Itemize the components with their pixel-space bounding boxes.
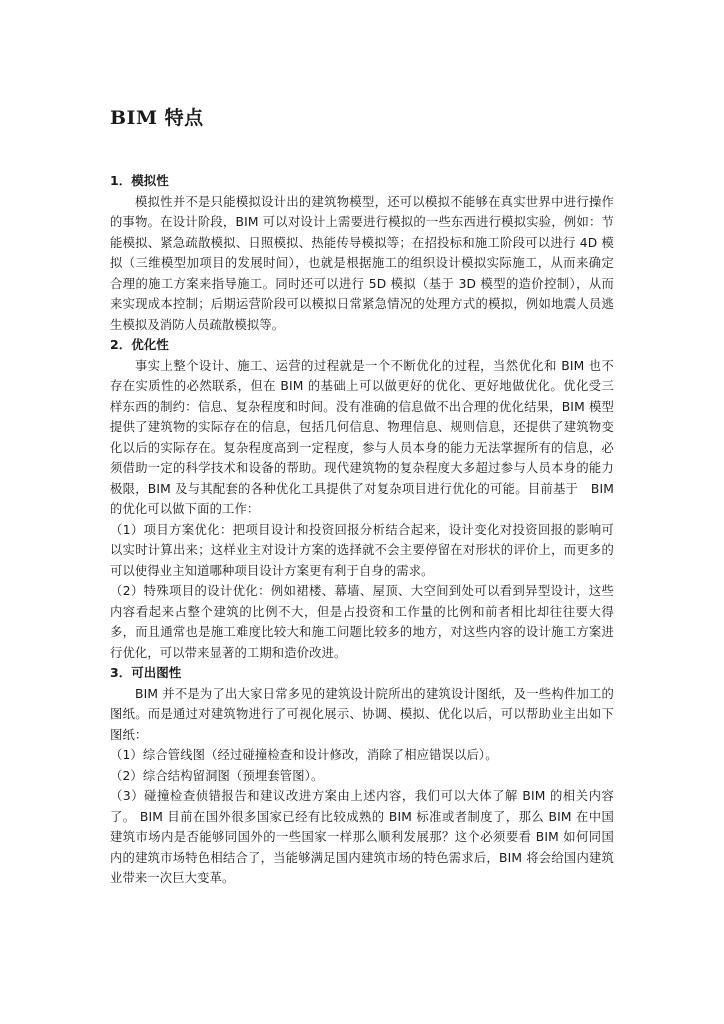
section-heading-simulation: 1．模拟性 [110,173,169,188]
section-heading-optimization: 2．优化性 [110,337,169,352]
paragraph: BIM 并不是为了出大家日常多见的建筑设计院所出的建筑设计图纸，及一些构件加工的图纸。而是通过对建筑物进行了可视化展示、协调、模拟、优化以后，可以帮助业主出如下图纸： [110,686,614,742]
section-heading-drawing: 3．可出图性 [110,665,182,680]
paragraph: 事实上整个设计、施工、运营的过程就是一个不断优化的过程，当然优化和 BIM 也不存在实质性的必然联系，但在 BIM 的基础上可以做更好的优化、更好地做优化。优化受三样东西的制约：信息、复杂程度和时间。没有准确的信息做不出合理的优化结果，BIM 模型提供了建筑物的实际存在的信息，包括几何信息、物理信息、规则信息，还提供了建筑物变化以后的实际存在。复杂程度高到一定程度，参与人员本身的能力无法掌握所有的信息，必须借助一定的科学技术和设备的帮助。现代建筑物的复杂程度大多超过参与人员本身的能力极限，BIM 及与其配套的各种优化工具提供了对复杂项目进行优化的可能。目前基于 BIM 的优化可以做下面的工作： [110,358,614,516]
list-item: （1）综合管线图（经过碰撞检查和设计修改，消除了相应错误以后）。 [110,748,498,762]
list-item: （2）特殊项目的设计优化：例如裙楼、幕墙、屋顶、大空间到处可以看到异型设计，这些内容看起来占整个建筑的比例不大，但是占投资和工作量的比例和前者相比却往往要大得多，而且通常也是施工难度比较大和施工问题比较多的地方，对这些内容的设计施工方案进行优化，可以带来显著的工期和造价改进。 [110,584,614,660]
list-item: （2）综合结构留洞图（预埋套管图）。 [110,768,324,783]
paragraph: 模拟性并不是只能模拟设计出的建筑物模型，还可以模拟不能够在真实世界中进行操作的事物。在设计阶段，BIM 可以对设计上需要进行模拟的一些东西进行模拟实验，例如：节能模拟、紧急疏散模拟、日照模拟、热能传导模拟等；在招投标和施工阶段可以进行 4D 模拟（三维模型加项目的发展时间），也就是根据施工的组织设计模拟实际施工，从而来确定合理的施工方案来指导施工。同时还可以进行 5D 模拟（基于 3D 模型的造价控制），从而来实现成本控制；后期运营阶段可以模拟日常紧急情况的处理方式的模拟，例如地震人员逃生模拟及消防人员疏散模拟等。 [110,194,614,332]
list-item: （3）碰撞检查侦错报告和建议改进方案由上述内容，我们可以大体了解 BIM 的相关内容了。 BIM 目前在国外很多国家已经有比较成熟的 BIM 标准或者制度了，那么 BIM 在中国建筑市场内是否能够同国外的一些国家一样那么顺利发展那？这个必须要看 BIM 如何同国内的建筑市场特色相结合了，当能够满足国内建筑市场的特色需求后，BIM 将会给国内建筑业带来一次巨大变革。 [110,789,614,885]
page-title: BIM 特点 [110,107,204,129]
list-item: （1）项目方案优化：把项目设计和投资回报分析结合起来，设计变化对投资回报的影响可以实时计算出来；这样业主对设计方案的选择就不会主要停留在对形状的评价上，而更多的可以使得业主知道哪种项目设计方案更有利于自身的需求。 [110,522,614,578]
